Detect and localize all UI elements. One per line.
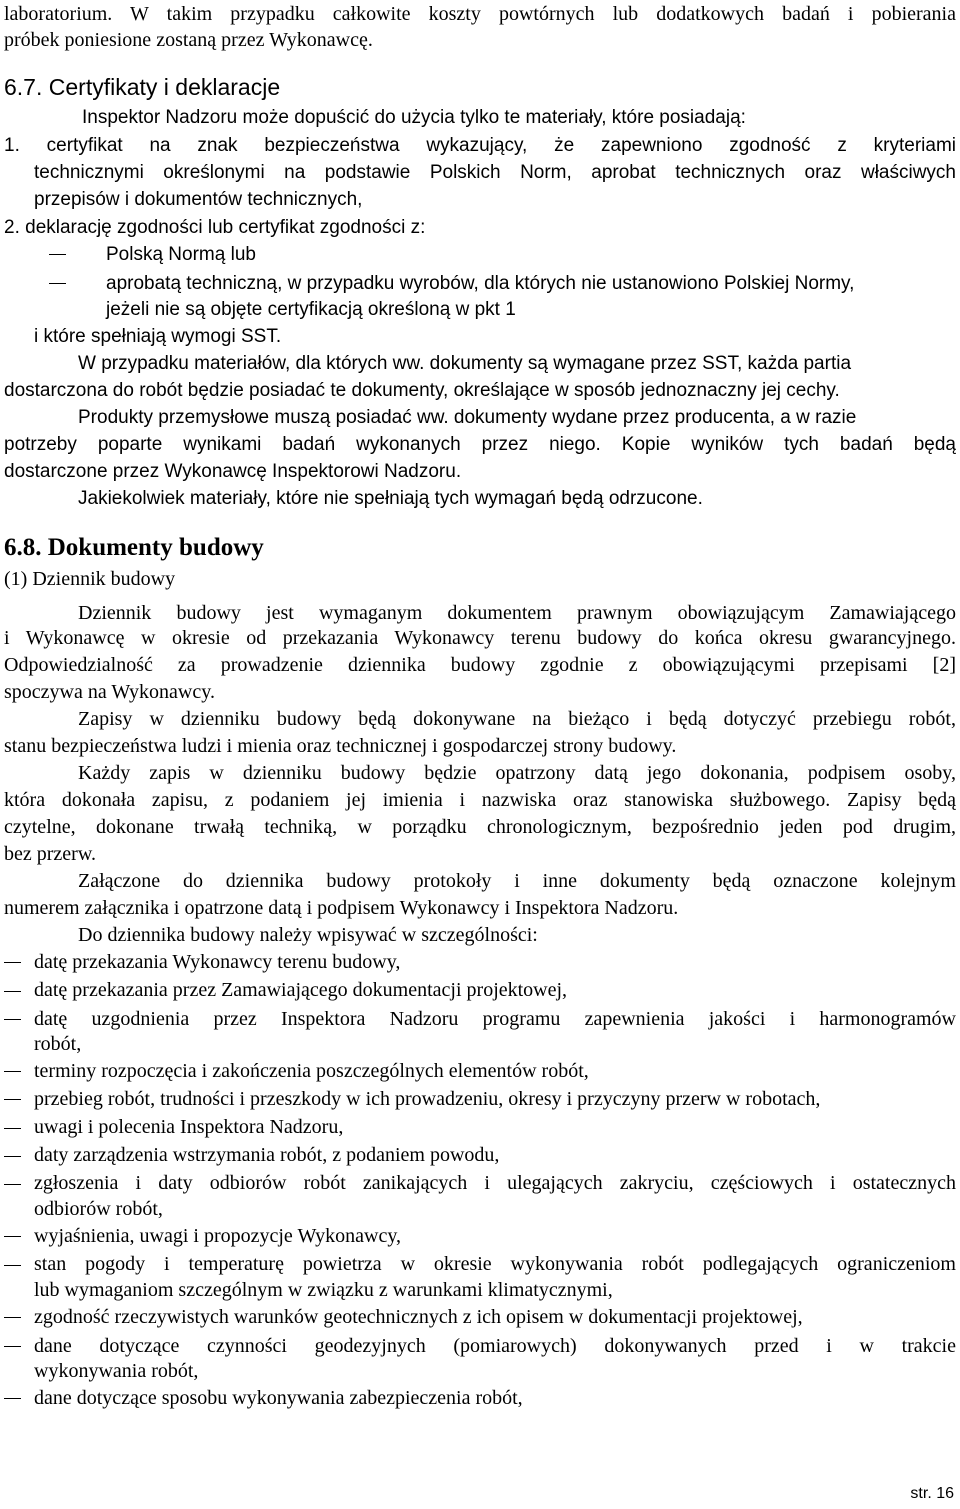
diary-list-item: daty zarządzenia wstrzymania robót, z podaniem powodu, bbox=[34, 1144, 500, 1166]
dash-bullet bbox=[4, 1019, 21, 1020]
intro-line-2: próbek poniesione zostaną przez Wykonawcę. bbox=[4, 29, 373, 51]
diary-list-item: datę uzgodnienia przez Inspektora Nadzoru programu zapewnienia jakości i harmonogramów bbox=[34, 1008, 956, 1030]
dash-bullet bbox=[4, 1071, 21, 1072]
dash-bullet bbox=[4, 1265, 21, 1266]
page-number: str. 16 bbox=[910, 1485, 954, 1502]
cert-sub-item-1: Polską Normą lub bbox=[106, 244, 256, 265]
dash-bullet bbox=[4, 1128, 21, 1129]
dash-bullet bbox=[4, 1346, 21, 1347]
diary-para-1-line-2: i Wykonawcę w okresie od przekazania Wykonawcy terenu budowy do końca okresu gwarancyjnego. bbox=[4, 627, 956, 649]
dash-bullet bbox=[4, 1099, 21, 1100]
cert-item-1-line-1: 1. certyfikat na znak bezpieczeństwa wykazujący, że zapewniono zgodność z kryteriami bbox=[4, 135, 956, 156]
products-para-line-1: Produkty przemysłowe muszą posiadać ww. dokumenty wydane przez producenta, a w razie bbox=[78, 407, 857, 428]
section-heading-6-8: 6.8. Dokumenty budowy bbox=[4, 534, 264, 561]
diary-list-item: dane dotyczące czynności geodezyjnych (pomiarowych) dokonywanych przed i w trakcie bbox=[34, 1335, 956, 1357]
subheading-site-diary: (1) Dziennik budowy bbox=[4, 568, 176, 590]
diary-list-item: zgodność rzeczywistych warunków geotechnicznych z ich opisem w dokumentacji projektowej, bbox=[34, 1306, 803, 1328]
diary-para-3-line-1: Każdy zapis w dzienniku budowy będzie opatrzony datą jego dokonania, podpisem osoby, bbox=[78, 762, 956, 784]
products-para-line-2: potrzeby poparte wynikami badań wykonanych przez niego. Kopie wyników tych badań będą bbox=[4, 434, 956, 455]
diary-para-3-line-3: czytelne, dokonane trwałą techniką, w porządku chronologicznym, bezpośrednio jeden pod drugim, bbox=[4, 816, 956, 838]
diary-list-item: stan pogody i temperaturę powietrza w okresie wykonywania robót podlegających ograniczeniom bbox=[34, 1253, 956, 1275]
diary-list-item-continued: lub wymaganiom szczególnym w związku z warunkami klimatycznymi, bbox=[34, 1279, 613, 1301]
diary-entries-intro: Do dziennika budowy należy wpisywać w szczególności: bbox=[78, 924, 538, 946]
diary-list-item-continued: robót, bbox=[34, 1033, 82, 1055]
dash-bullet bbox=[4, 991, 21, 992]
diary-list-item: datę przekazania Wykonawcy terenu budowy, bbox=[34, 951, 401, 973]
dash-bullet bbox=[4, 1317, 21, 1318]
cert-item-2-line-1: 2. deklarację zgodności lub certyfikat zgodności z: bbox=[4, 217, 426, 238]
materials-para-line-2: dostarczona do robót będzie posiadać te dokumenty, określające w sposób jednoznaczny jej cechy. bbox=[4, 380, 840, 401]
dash-bullet bbox=[4, 1236, 21, 1237]
materials-para-line-1: W przypadku materiałów, dla których ww. dokumenty są wymagane przez SST, każda partia bbox=[78, 353, 852, 374]
dash-bullet bbox=[4, 962, 21, 963]
intro-line-1: laboratorium. W takim przypadku całkowite koszty powtórnych lub dodatkowych badań i pobierania bbox=[4, 3, 956, 25]
dash-bullet bbox=[4, 1156, 21, 1157]
diary-list-item: uwagi i polecenia Inspektora Nadzoru, bbox=[34, 1116, 344, 1138]
dash-bullet bbox=[4, 1398, 21, 1399]
cert-item-1-line-2: technicznymi określonymi na podstawie Polskich Norm, aprobat technicznych oraz właściwych bbox=[34, 162, 956, 183]
section-6-7-intro: Inspektor Nadzoru może dopuścić do użycia tylko te materiały, które posiadają: bbox=[82, 107, 746, 128]
diary-para-2-line-2: stanu bezpieczeństwa ludzi i mienia oraz technicznej i gospodarczej strony budowy. bbox=[4, 735, 677, 757]
diary-para-4-line-1: Załączone do dziennika budowy protokoły i inne dokumenty będą oznaczone kolejnym bbox=[78, 870, 956, 892]
section-heading-6-7: 6.7. Certyfikaty i deklaracje bbox=[4, 74, 281, 100]
diary-list-item-continued: odbiorów robót, bbox=[34, 1198, 163, 1220]
diary-para-3-line-4: bez przerw. bbox=[4, 843, 96, 865]
diary-list-item: przebieg robót, trudności i przeszkody w ich prowadzeniu, okresy i przyczyny przerw w robotach, bbox=[34, 1088, 821, 1110]
diary-para-1-line-1: Dziennik budowy jest wymaganym dokumentem prawnym obowiązującym Zamawiającego bbox=[78, 602, 956, 624]
diary-list-item: terminy rozpoczęcia i zakończenia poszczególnych elementów robót, bbox=[34, 1060, 589, 1082]
diary-list-item: datę przekazania przez Zamawiającego dokumentacji projektowej, bbox=[34, 979, 568, 1001]
dash-bullet bbox=[49, 254, 66, 255]
diary-para-1-line-3: Odpowiedzialność za prowadzenie dziennika budowy zgodnie z obowiązującymi przepisami [2] bbox=[4, 654, 956, 676]
products-para-line-3: dostarczone przez Wykonawcę Inspektorowi Nadzoru. bbox=[4, 461, 462, 482]
diary-para-4-line-2: numerem załącznika i opatrzone datą i podpisem Wykonawcy i Inspektora Nadzoru. bbox=[4, 897, 679, 919]
cert-sub-item-2-line-2: jeżeli nie są objęte certyfikacją określoną w pkt 1 bbox=[106, 299, 516, 320]
cert-sub-item-2-line-1: aprobatą techniczną, w przypadku wyrobów, dla których nie ustanowiono Polskiej Normy, bbox=[106, 273, 855, 294]
diary-list-item-continued: wykonywania robót, bbox=[34, 1360, 199, 1382]
diary-para-1-line-4: spoczywa na Wykonawcy. bbox=[4, 681, 215, 703]
diary-list-item: zgłoszenia i daty odbiorów robót zanikających i ulegających zakryciu, częściowych i ostatecznych bbox=[34, 1172, 956, 1194]
cert-item-1-line-3: przepisów i dokumentów technicznych, bbox=[34, 189, 363, 210]
cert-requirement-line: i które spełniają wymogi SST. bbox=[34, 326, 282, 347]
rejection-para: Jakiekolwiek materiały, które nie spełniają tych wymagań będą odrzucone. bbox=[78, 488, 703, 509]
diary-list-item: wyjaśnienia, uwagi i propozycje Wykonawcy, bbox=[34, 1225, 402, 1247]
dash-bullet bbox=[49, 283, 66, 284]
diary-para-2-line-1: Zapisy w dzienniku budowy będą dokonywane na bieżąco i będą dotyczyć przebiegu robót, bbox=[78, 708, 956, 730]
dash-bullet bbox=[4, 1184, 21, 1185]
diary-para-3-line-2: która dokonała zapisu, z podaniem jej imienia i nazwiska oraz stanowiska służbowego. Zapisy będą bbox=[4, 789, 956, 811]
diary-list-item: dane dotyczące sposobu wykonywania zabezpieczenia robót, bbox=[34, 1387, 523, 1409]
